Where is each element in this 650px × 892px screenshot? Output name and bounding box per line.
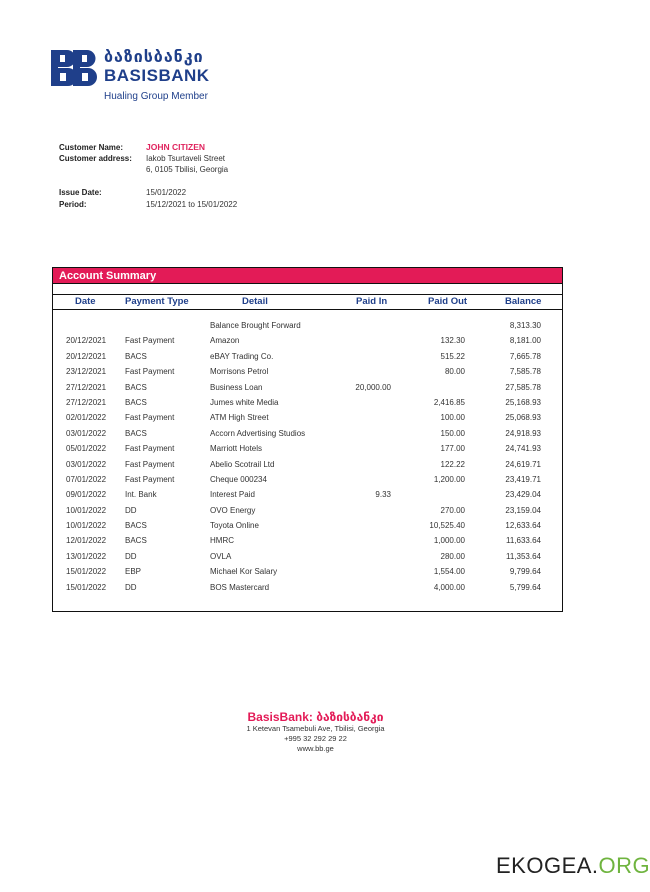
header-paid-in: Paid In bbox=[356, 296, 388, 307]
table-row bbox=[53, 580, 562, 595]
cell-balance: 24,741.93 bbox=[505, 444, 541, 454]
cell-balance: 24,918.93 bbox=[505, 428, 541, 438]
cell-detail: OVLA bbox=[210, 551, 232, 561]
cell-detail: Morrisons Petrol bbox=[210, 367, 269, 377]
table-row bbox=[53, 503, 562, 518]
cell-detail: Interest Paid bbox=[210, 490, 255, 500]
cell-type: Fast Payment bbox=[125, 474, 175, 484]
cell-detail: Business Loan bbox=[210, 382, 263, 392]
table-row bbox=[53, 487, 562, 502]
header-detail: Detail bbox=[242, 296, 268, 307]
cell-paid-out: 4,000.00 bbox=[433, 582, 465, 592]
customer-address-line1: Iakob Tsurtaveli Street bbox=[146, 154, 226, 163]
header-balance: Balance bbox=[505, 296, 542, 307]
bank-name: BASISBANK bbox=[104, 66, 210, 85]
cell-paid-in: 9.33 bbox=[375, 490, 391, 500]
table-row bbox=[53, 364, 562, 379]
table-row bbox=[53, 457, 562, 472]
footer-phone: +995 32 292 29 22 bbox=[284, 734, 347, 743]
cell-paid-out: 515.22 bbox=[440, 351, 465, 361]
watermark bbox=[496, 853, 650, 879]
cell-type: BACS bbox=[125, 536, 147, 546]
table-row bbox=[53, 426, 562, 441]
table-row bbox=[53, 518, 562, 533]
cell-type: BACS bbox=[125, 521, 147, 531]
cell-paid-out: 177.00 bbox=[440, 444, 465, 454]
cell-balance: 9,799.64 bbox=[509, 567, 541, 577]
issue-date: 15/01/2022 bbox=[146, 188, 187, 197]
watermark-org: ORG bbox=[598, 853, 650, 878]
customer-address-label: Customer address: bbox=[59, 154, 132, 163]
footer-website: www.bb.ge bbox=[297, 744, 334, 753]
bank-logo-text bbox=[104, 50, 210, 85]
cell-balance: 7,665.78 bbox=[509, 351, 541, 361]
cell-paid-out: 132.30 bbox=[440, 336, 465, 346]
cell-paid-in: 20,000.00 bbox=[355, 382, 391, 392]
period-label: Period: bbox=[59, 200, 87, 209]
account-summary bbox=[52, 267, 563, 612]
cell-balance: 5,799.64 bbox=[509, 582, 541, 592]
cell-date: 15/01/2022 bbox=[66, 567, 107, 577]
cell-balance: 23,159.04 bbox=[505, 505, 541, 515]
cell-paid-out: 122.22 bbox=[440, 459, 465, 469]
cell-date: 12/01/2022 bbox=[66, 536, 107, 546]
cell-date: 05/01/2022 bbox=[66, 444, 107, 454]
cell-date: 02/01/2022 bbox=[66, 413, 107, 423]
cell-detail: Cheque 000234 bbox=[210, 474, 267, 484]
cell-date: 27/12/2021 bbox=[66, 382, 107, 392]
cell-balance: 23,419.71 bbox=[505, 474, 541, 484]
watermark-main: EKOGEA. bbox=[496, 853, 599, 878]
cell-detail: BOS Mastercard bbox=[210, 582, 270, 592]
account-summary-title: Account Summary bbox=[53, 268, 562, 284]
cell-date: 27/12/2021 bbox=[66, 397, 107, 407]
cell-balance: 12,633.64 bbox=[505, 521, 541, 531]
cell-date: 23/12/2021 bbox=[66, 367, 107, 377]
cell-detail: Marriott Hotels bbox=[210, 444, 263, 454]
cell-detail: Toyota Online bbox=[210, 521, 259, 531]
cell-date: 03/01/2022 bbox=[66, 459, 107, 469]
cell-detail: Jumes white Media bbox=[210, 397, 279, 407]
issue-date-label: Issue Date: bbox=[59, 188, 102, 197]
footer bbox=[0, 710, 631, 754]
table-row bbox=[53, 380, 562, 395]
bank-name-georgian: ბაზისბანკი bbox=[104, 49, 204, 66]
cell-paid-out: 100.00 bbox=[440, 413, 465, 423]
cell-date: 10/01/2022 bbox=[66, 505, 107, 515]
group-member-text: Hualing Group Member bbox=[104, 91, 208, 102]
transaction-rows bbox=[53, 318, 562, 595]
cell-type: Fast Payment bbox=[125, 413, 175, 423]
cell-detail: Amazon bbox=[210, 336, 240, 346]
cell-balance: 11,353.64 bbox=[506, 551, 541, 561]
footer-bank-name: BasisBank: ბაზისბანკი bbox=[247, 710, 384, 724]
cell-detail: ATM High Street bbox=[210, 413, 269, 423]
period-value: 15/12/2021 to 15/01/2022 bbox=[146, 200, 238, 209]
cell-paid-out: 1,000.00 bbox=[433, 536, 465, 546]
cell-date: 15/01/2022 bbox=[66, 582, 107, 592]
cell-type: DD bbox=[125, 505, 137, 515]
cell-balance: 23,429.04 bbox=[505, 490, 541, 500]
table-row bbox=[53, 410, 562, 425]
cell-balance: 25,068.93 bbox=[505, 413, 541, 423]
table-row bbox=[53, 549, 562, 564]
header-payment-type: Payment Type bbox=[125, 296, 189, 307]
header-date: Date bbox=[75, 296, 96, 307]
cell-balance: 8,181.00 bbox=[509, 336, 541, 346]
cell-date: 10/01/2022 bbox=[66, 521, 107, 531]
cell-balance: 11,633.64 bbox=[506, 536, 541, 546]
cell-detail: HMRC bbox=[210, 536, 234, 546]
cell-paid-out: 10,525.40 bbox=[429, 521, 465, 531]
cell-paid-out: 1,554.00 bbox=[433, 567, 465, 577]
table-row bbox=[53, 441, 562, 456]
header-paid-out: Paid Out bbox=[428, 296, 468, 307]
cell-type: Fast Payment bbox=[125, 444, 175, 454]
cell-detail: eBAY Trading Co. bbox=[210, 351, 274, 361]
cell-detail: Michael Kor Salary bbox=[210, 567, 278, 577]
bank-logo-mark bbox=[51, 50, 97, 86]
cell-detail: Balance Brought Forward bbox=[210, 321, 301, 330]
cell-date: 09/01/2022 bbox=[66, 490, 107, 500]
cell-paid-out: 270.00 bbox=[440, 505, 465, 515]
cell-type: DD bbox=[125, 582, 137, 592]
cell-type: Fast Payment bbox=[125, 367, 175, 377]
cell-date: 07/01/2022 bbox=[66, 474, 107, 484]
cell-detail: Accorn Advertising Studios bbox=[210, 428, 306, 438]
cell-type: Fast Payment bbox=[125, 336, 175, 346]
table-row bbox=[53, 349, 562, 364]
cell-type: EBP bbox=[125, 567, 142, 577]
cell-detail: OVO Energy bbox=[210, 505, 256, 515]
table-row bbox=[53, 533, 562, 548]
table-row bbox=[53, 472, 562, 487]
cell-balance: 7,585.78 bbox=[509, 367, 541, 377]
footer-address: 1 Ketevan Tsamebuli Ave, Tbilisi, Georgia bbox=[246, 724, 385, 733]
cell-type: BACS bbox=[125, 351, 147, 361]
customer-name-label: Customer Name: bbox=[59, 143, 124, 152]
cell-paid-out: 2,416.85 bbox=[433, 397, 465, 407]
cell-balance: 8,313.30 bbox=[509, 321, 541, 330]
cell-paid-out: 1,200.00 bbox=[433, 474, 465, 484]
cell-paid-out: 280.00 bbox=[440, 551, 465, 561]
cell-type: BACS bbox=[125, 382, 147, 392]
table-header bbox=[53, 294, 562, 310]
cell-date: 03/01/2022 bbox=[66, 428, 107, 438]
cell-type: Fast Payment bbox=[125, 459, 175, 469]
cell-type: BACS bbox=[125, 428, 147, 438]
cell-date: 20/12/2021 bbox=[66, 336, 107, 346]
cell-date: 13/01/2022 bbox=[66, 551, 107, 561]
cell-type: DD bbox=[125, 551, 137, 561]
cell-date: 20/12/2021 bbox=[66, 351, 107, 361]
table-row bbox=[53, 395, 562, 410]
cell-paid-out: 80.00 bbox=[444, 367, 465, 377]
cell-detail: Abelio Scotrail Ltd bbox=[210, 459, 275, 469]
cell-balance: 24,619.71 bbox=[505, 459, 541, 469]
table-row bbox=[53, 333, 562, 348]
table-row bbox=[53, 564, 562, 579]
cell-balance: 25,168.93 bbox=[505, 397, 541, 407]
cell-balance: 27,585.78 bbox=[505, 382, 541, 392]
cell-type: BACS bbox=[125, 397, 147, 407]
cell-type: Int. Bank bbox=[125, 490, 157, 500]
table-row bbox=[53, 318, 562, 333]
cell-paid-out: 150.00 bbox=[440, 428, 465, 438]
customer-address-line2: 6, 0105 Tbilisi, Georgia bbox=[146, 165, 229, 174]
customer-name: JOHN CITIZEN bbox=[146, 142, 206, 152]
